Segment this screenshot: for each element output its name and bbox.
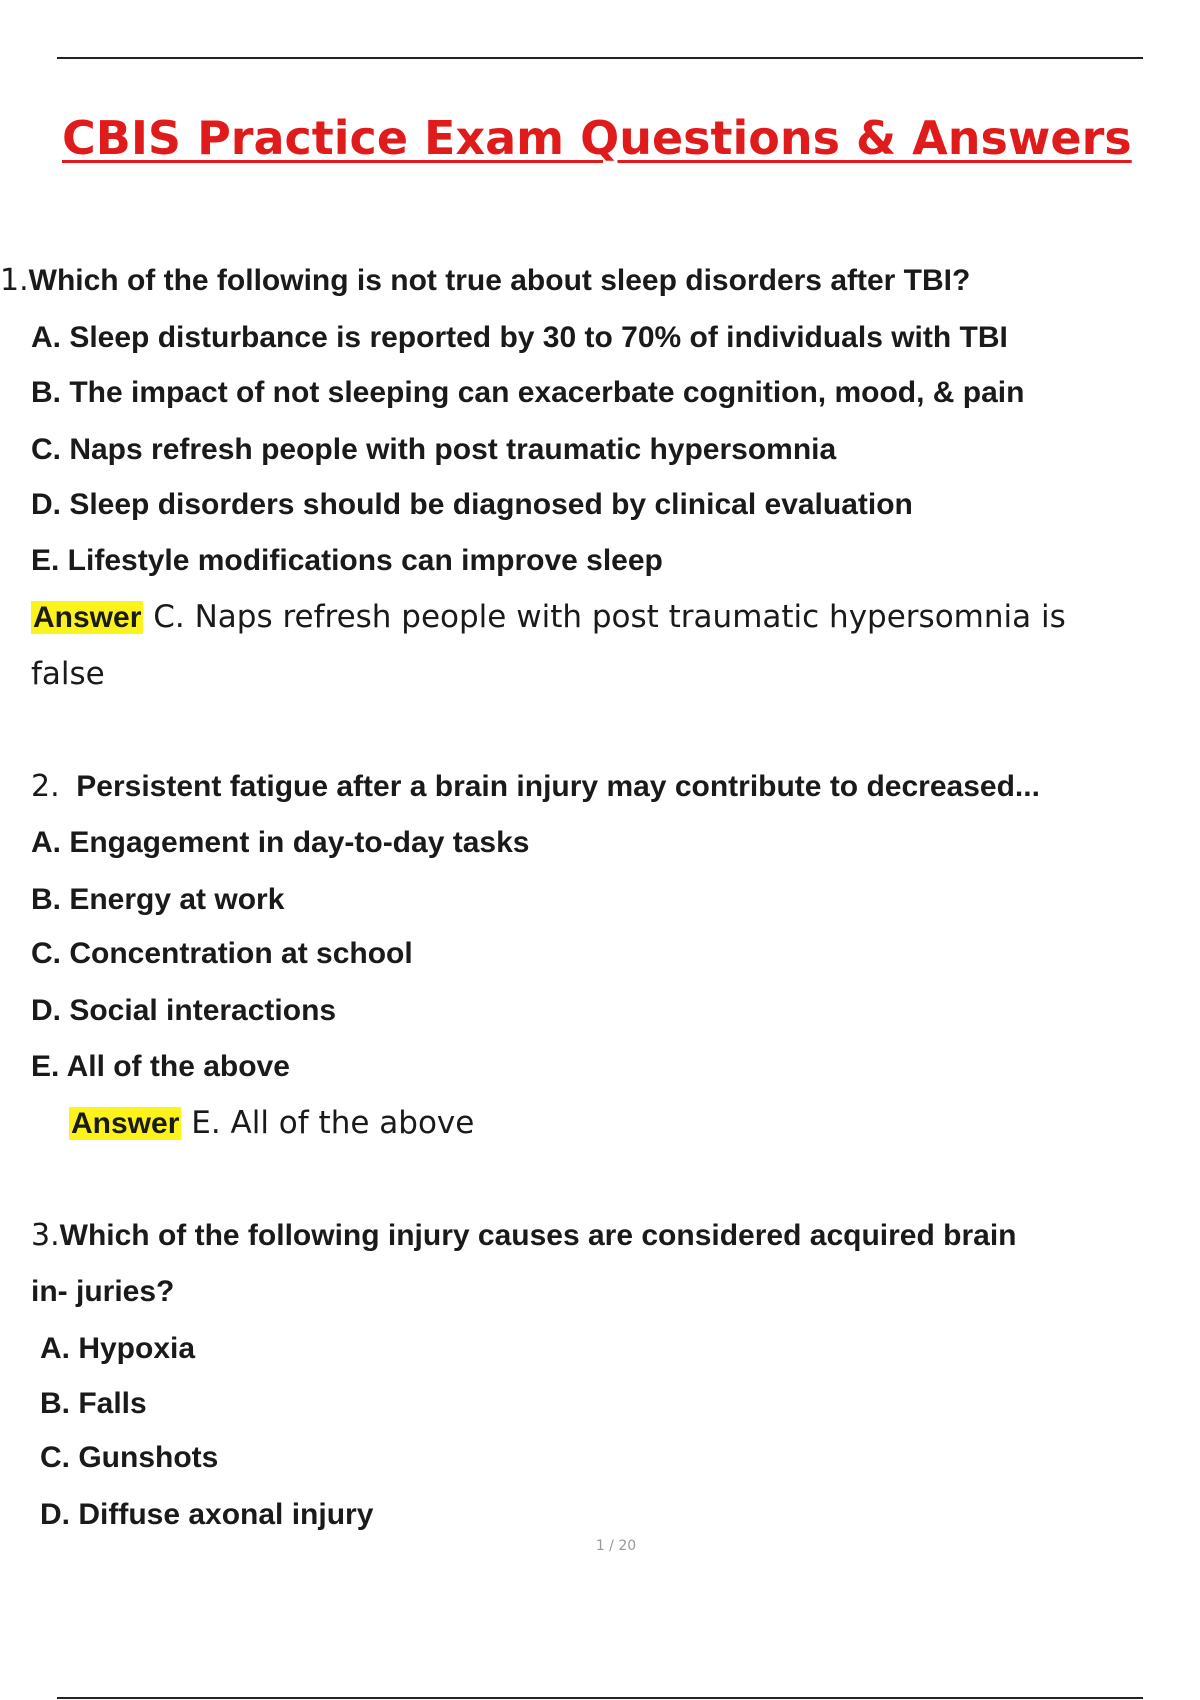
question-number: 1. [0, 263, 29, 298]
option-2e: E. All of the above [31, 1050, 290, 1083]
option-1a: A. Sleep disturbance is reported by 30 to 70% of individuals with TBI [31, 321, 1008, 354]
answer-text: C. Naps refresh people with post traumatic hypersomnia is [143, 599, 1066, 635]
option-1e: E. Lifestyle modifications can improve sleep [31, 544, 663, 577]
question-2 [31, 767, 1040, 807]
question-text: Persistent fatigue after a brain injury may contribute to decreased... [76, 770, 1040, 803]
option-3b: B. Falls [40, 1387, 147, 1420]
page-title: CBIS Practice Exam Questions & Answers [62, 111, 1132, 165]
option-1c: C. Naps refresh people with post traumatic hypersomnia [31, 433, 837, 466]
option-1d: D. Sleep disorders should be diagnosed by clinical evaluation [31, 488, 913, 521]
answer-1 [31, 597, 1066, 638]
question-number: 3. [31, 1218, 60, 1253]
answer-label-highlight: Answer [33, 601, 142, 634]
option-2d: D. Social interactions [31, 994, 337, 1027]
answer-label-highlight: Answer [71, 1107, 180, 1140]
option-2b: B. Energy at work [31, 883, 285, 916]
option-3d: D. Diffuse axonal injury [40, 1498, 374, 1531]
question-1 [0, 261, 970, 301]
question-number: 2. [31, 769, 60, 804]
option-1b: B. The impact of not sleeping can exacerbate cognition, mood, & pain [31, 376, 1025, 409]
page-number: 1 / 20 [595, 1538, 637, 1554]
answer-text: E. All of the above [181, 1105, 475, 1141]
top-rule [57, 57, 1143, 59]
question-3 [31, 1216, 1016, 1256]
bottom-rule [57, 1697, 1143, 1699]
answer-1-continued: false [31, 656, 105, 692]
option-2c: C. Concentration at school [31, 937, 413, 970]
option-3a: A. Hypoxia [40, 1332, 196, 1365]
question-text: Which of the following is not true about sleep disorders after TBI? [28, 264, 971, 297]
question-text: Which of the following injury causes are considered acquired brain [59, 1219, 1017, 1252]
option-2a: A. Engagement in day-to-day tasks [31, 826, 530, 859]
option-3c: C. Gunshots [40, 1441, 219, 1474]
answer-2 [69, 1103, 474, 1144]
question-3-continued: in- juries? [31, 1275, 175, 1308]
